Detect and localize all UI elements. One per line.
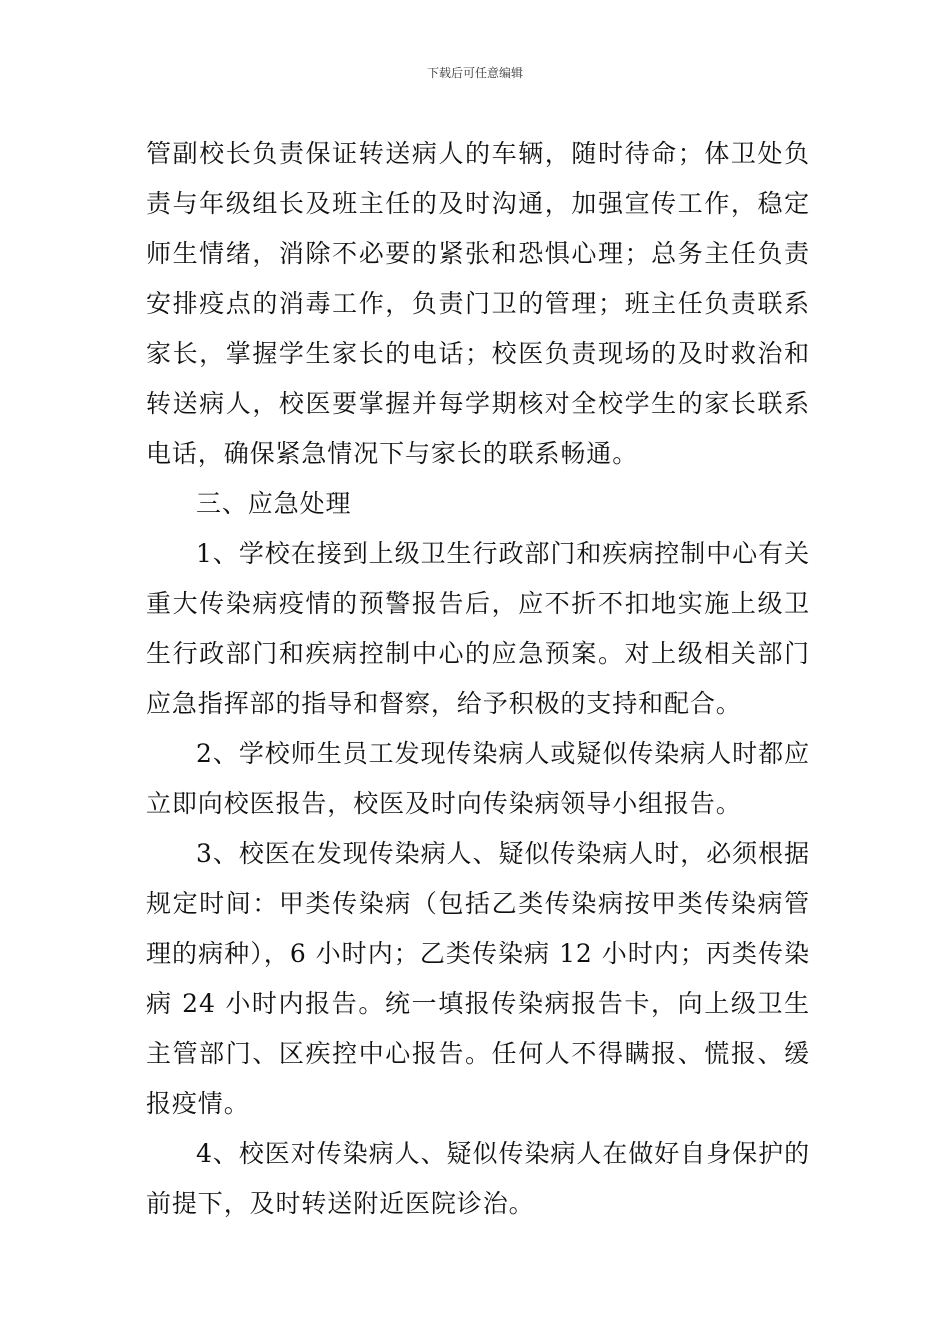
page-header: 下载后可任意编辑 — [426, 66, 523, 80]
paragraph-item-1: 1、学校在接到上级卫生行政部门和疾病控制中心有关重大传染病疫情的预警报告后，应不折不扣地实施上级卫生行政部门和疾病控制中心的应急预案。对上级相关部门应急指挥部的指导和督察，给予积极的支持和配合。 — [146, 539, 810, 718]
document-body — [146, 129, 810, 1229]
paragraph-item-2: 2、学校师生员工发现传染病人或疑似传染病人时都应立即向校医报告，校医及时向传染病领导小组报告。 — [146, 739, 810, 818]
paragraph-item-3: 3、校医在发现传染病人、疑似传染病人时，必须根据规定时间：甲类传染病（包括乙类传染病按甲类传染病管理的病种），6 小时内；乙类传染病 12 小时内；丙类传染病 24 小时内报告。统一填报传染病报告卡，向上级卫生主管部门、区疾控中心报告。任何人不得瞒报、慌报、缓报疫情。 — [146, 839, 810, 1118]
paragraph-responsibilities: 管副校长负责保证转送病人的车辆，随时待命；体卫处负责与年级组长及班主任的及时沟通，加强宣传工作，稳定师生情绪，消除不必要的紧张和恐惧心理；总务主任负责安排疫点的消毒工作，负责门卫的管理；班主任负责联系家长，掌握学生家长的电话；校医负责现场的及时救治和转送病人，校医要掌握并每学期核对全校学生的家长联系电话，确保紧急情况下与家长的联系畅通。 — [146, 139, 810, 468]
paragraph-item-4: 4、校医对传染病人、疑似传染病人在做好自身保护的前提下，及时转送附近医院诊治。 — [146, 1139, 810, 1218]
section-heading-emergency-handling: 三、应急处理 — [196, 489, 352, 518]
